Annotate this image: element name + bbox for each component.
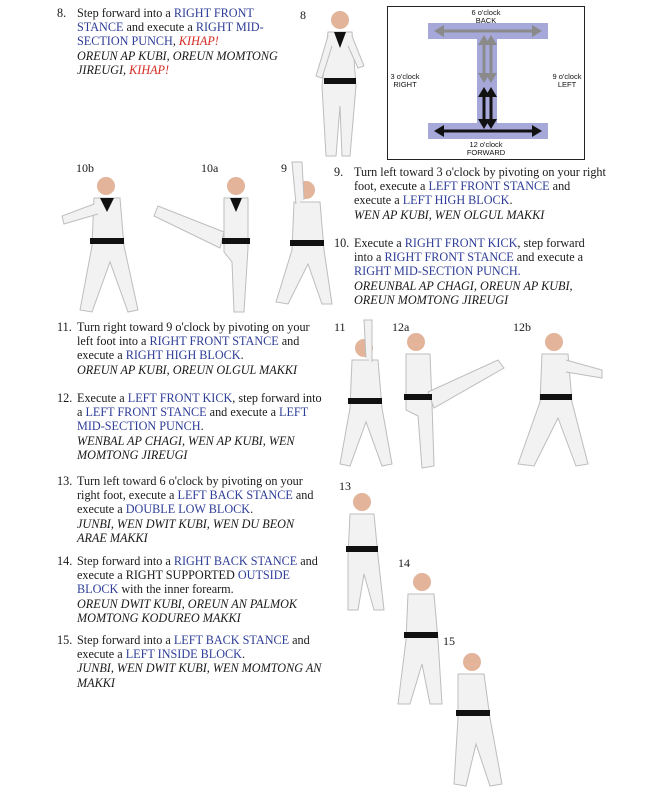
step-line — [77, 63, 278, 77]
step-line — [77, 20, 278, 34]
korean-term: MOMTONG JIREUGI — [77, 447, 188, 462]
technique-term: LEFT FRONT STANCE — [428, 179, 550, 194]
technique-term: OUTSIDE — [237, 568, 290, 583]
instruction-text: right foot, execute a — [77, 488, 178, 503]
technique-term: LEFT — [279, 405, 309, 420]
step-text — [354, 165, 606, 222]
step-line — [77, 568, 318, 582]
step-text — [77, 633, 321, 690]
figure-15-photo — [448, 648, 508, 790]
figure-8-photo — [312, 6, 368, 162]
korean-term: OREUN MOMTONG JIREUGI — [354, 292, 509, 307]
korean-term: JUNBI, WEN DWIT KUBI, WEN MOMTONG AN — [77, 661, 322, 676]
instruction-text: execute a — [77, 348, 126, 363]
step-number: 14. — [57, 554, 73, 568]
korean-term: OREUN DWIT KUBI, OREUN AN PALMOK — [77, 596, 298, 611]
figure-label-13: 13 — [339, 479, 351, 493]
instruction-text: execute a — [354, 193, 403, 208]
step-text — [77, 474, 313, 545]
instruction-text: Turn left toward 3 o'clock by pivoting on your right — [354, 165, 606, 179]
kihap-text: KIHAP! — [129, 62, 170, 77]
step-text — [354, 236, 585, 307]
technique-term: LEFT BACK STANCE — [173, 633, 290, 647]
step-line — [77, 531, 313, 545]
instruction-text: Step forward into a — [77, 554, 174, 568]
step-number: 15. — [57, 633, 73, 647]
technique-term: RIGHT MID- — [195, 20, 264, 35]
korean-term: MAKKI — [77, 675, 115, 690]
step-line — [77, 34, 278, 48]
step-line — [354, 193, 606, 207]
korean-term: JIREUGI, — [77, 62, 130, 77]
step-line — [77, 320, 310, 334]
figure-label-10b: 10b — [76, 161, 94, 175]
step-line — [354, 264, 585, 278]
figure-10a-photo — [148, 172, 260, 318]
step-line — [354, 236, 585, 250]
figure-13-photo — [340, 490, 390, 616]
instruction-text: Execute a — [354, 236, 405, 250]
figure-label-15: 15 — [443, 634, 455, 648]
korean-term: OREUN AP KUBI, OREUN MOMTONG — [77, 48, 278, 63]
technique-term: RIGHT BACK STANCE — [173, 554, 298, 568]
step-number: 8. — [57, 6, 67, 20]
technique-term: STANCE — [77, 20, 124, 35]
instruction-text: into a — [354, 250, 385, 265]
step-line — [77, 448, 322, 462]
step-line — [77, 611, 318, 625]
step-text — [77, 391, 322, 462]
step-line — [77, 391, 322, 405]
instruction-text: , — [172, 34, 179, 49]
instruction-text: Step forward into a — [77, 633, 174, 647]
figure-11-photo — [336, 318, 400, 472]
step-line — [77, 661, 321, 675]
step-number: 12. — [57, 391, 73, 405]
instruction-text: Step forward into a — [77, 6, 174, 20]
step-line — [354, 165, 606, 179]
diagram-top-label: 6 o'clock BACK — [471, 8, 501, 25]
technique-term: LEFT HIGH BLOCK — [402, 193, 510, 208]
technique-term: LEFT FRONT KICK — [127, 391, 233, 405]
instruction-text: . — [241, 647, 245, 662]
figure-label-14: 14 — [398, 556, 410, 570]
step-number: 11. — [57, 320, 72, 334]
technique-term: DOUBLE LOW BLOCK — [125, 502, 251, 517]
figure-label-9: 9 — [281, 161, 287, 175]
figure-14-photo — [394, 568, 446, 710]
instruction-text: and — [549, 179, 571, 194]
technique-term: LEFT FRONT STANCE — [85, 405, 207, 420]
korean-term: OREUN AP KUBI, OREUN OLGUL MAKKI — [77, 362, 298, 377]
instruction-text: and — [297, 554, 318, 568]
instruction-text: left foot into a — [77, 334, 150, 349]
instruction-text: a — [77, 405, 86, 420]
step-line — [77, 363, 310, 377]
instruction-text: execute a — [77, 647, 126, 662]
technique-term: RIGHT MID-SECTION PUNCH. — [354, 264, 521, 279]
step-text — [77, 6, 278, 77]
diagram-bottom-label: 12 o'clock FORWARD — [466, 140, 506, 157]
korean-term: JUNBI, WEN DWIT KUBI, WEN DU BEON — [77, 516, 295, 531]
direction-diagram — [387, 6, 585, 160]
step-text — [77, 320, 310, 377]
technique-term: BLOCK — [77, 582, 119, 597]
step-line — [354, 208, 606, 222]
step-line — [77, 474, 313, 488]
step-line — [77, 647, 321, 661]
kihap-text: KIHAP! — [178, 34, 219, 49]
step-line — [77, 517, 313, 531]
instruction-text: and execute a — [206, 405, 280, 420]
instruction-text: . — [250, 502, 254, 517]
instruction-text: . — [240, 348, 244, 363]
korean-term: ARAE MAKKI — [77, 530, 148, 545]
figure-label-11: 11 — [334, 320, 346, 334]
figure-label-8: 8 — [300, 8, 306, 22]
diagram-left-label: 3 o'clock RIGHT — [390, 72, 420, 89]
step-line — [354, 179, 606, 193]
step-line — [77, 502, 313, 516]
korean-term: MOMTONG KODUREO MAKKI — [77, 610, 241, 625]
step-line — [77, 597, 318, 611]
step-line — [354, 293, 585, 307]
korean-term: OREUNBAL AP CHAGI, OREUN AP KUBI, — [354, 278, 573, 293]
step-line — [77, 434, 322, 448]
step-line — [77, 348, 310, 362]
technique-term: RIGHT FRONT — [173, 6, 254, 20]
figure-label-12b: 12b — [513, 320, 531, 334]
instruction-text: with the inner forearm. — [118, 582, 234, 597]
instruction-text: , step forward — [517, 236, 585, 250]
figure-10b-photo — [58, 172, 150, 318]
technique-term: RIGHT HIGH BLOCK — [125, 348, 241, 363]
instruction-text: and — [289, 633, 310, 647]
technique-term: LEFT INSIDE BLOCK — [125, 647, 242, 662]
instruction-text: and — [292, 488, 314, 503]
step-text — [77, 554, 318, 625]
instruction-text: execute a — [77, 502, 126, 517]
technique-term: RIGHT FRONT KICK — [404, 236, 518, 250]
step-line — [354, 250, 585, 264]
step-line — [77, 334, 310, 348]
technique-term: LEFT BACK STANCE — [177, 488, 293, 503]
figure-label-12a: 12a — [392, 320, 410, 334]
instruction-text: and — [278, 334, 300, 349]
step-line — [77, 419, 322, 433]
instruction-text: . — [200, 419, 204, 434]
figure-9-photo — [262, 160, 336, 310]
step-line — [77, 676, 321, 690]
step-number: 9. — [334, 165, 344, 179]
instruction-text: execute a RIGHT SUPPORTED — [77, 568, 238, 583]
instruction-text: and execute a — [513, 250, 584, 265]
step-line — [354, 279, 585, 293]
technique-term: RIGHT FRONT STANCE — [384, 250, 514, 265]
step-line — [77, 554, 318, 568]
instruction-text: Turn left toward 6 o'clock by pivoting on your — [77, 474, 303, 488]
diagram-right-label: 9 o'clock LEFT — [552, 72, 582, 89]
korean-term: WEN AP KUBI, WEN OLGUL MAKKI — [354, 207, 545, 222]
technique-term: RIGHT FRONT STANCE — [149, 334, 279, 349]
instruction-text: and execute a — [123, 20, 196, 35]
figure-label-10a: 10a — [201, 161, 219, 175]
instruction-text: , step forward into — [232, 391, 322, 405]
technique-term: SECTION PUNCH — [77, 34, 173, 49]
step-line — [77, 633, 321, 647]
instruction-text: foot, execute a — [354, 179, 429, 194]
korean-term: WENBAL AP CHAGI, WEN AP KUBI, WEN — [77, 433, 295, 448]
figure-12b-photo — [510, 330, 610, 472]
step-number: 13. — [57, 474, 73, 488]
step-line — [77, 6, 278, 20]
instruction-text: Turn right toward 9 o'clock by pivoting on your — [77, 320, 310, 334]
technique-term: MID-SECTION PUNCH — [77, 419, 201, 434]
step-line — [77, 488, 313, 502]
figure-12a-photo — [398, 330, 510, 472]
instruction-text: . — [509, 193, 513, 208]
step-line — [77, 49, 278, 63]
step-line — [77, 582, 318, 596]
step-number: 10. — [334, 236, 350, 250]
instruction-text: Execute a — [77, 391, 128, 405]
step-line — [77, 405, 322, 419]
